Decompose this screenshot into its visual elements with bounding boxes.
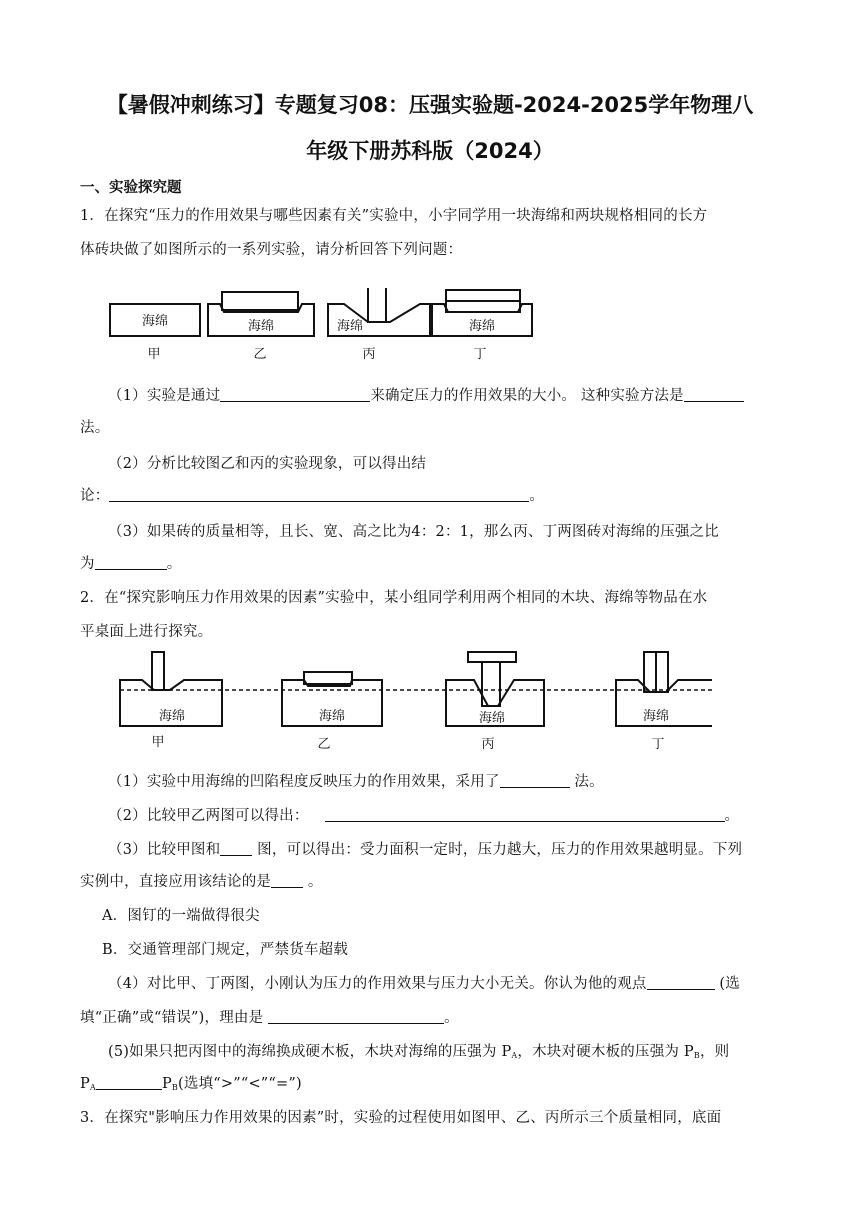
subscript: B <box>693 1051 700 1060</box>
q2-part-3-text-b: 图，可以得出：受力面积一定时，压力越大，压力的作用效果越明显。下列 <box>252 842 743 858</box>
q2-part-5-cont <box>80 1072 302 1093</box>
q1-fig-label-b: 乙 <box>253 347 267 362</box>
section-heading: 一、实验探究题 <box>80 180 182 196</box>
q1-stem-line-1: 1．在探究“压力的作用效果与哪些因素有关”实验中，小宇同学用一块海绵和两块规格相同的长方 <box>80 208 708 224</box>
q1-part-1 <box>108 384 744 405</box>
q1-fig-label-d: 丁 <box>473 347 487 362</box>
q2-fig-block-d-right <box>656 652 668 692</box>
q1-fig-brick-d-top <box>446 290 520 301</box>
q2-part-3 <box>108 838 742 859</box>
answer-blank[interactable] <box>325 807 725 822</box>
answer-blank[interactable] <box>268 1009 444 1024</box>
q2-part-5-text-d: P <box>80 1076 90 1092</box>
q2-part-3-text-c: 实例中，直接应用该结论的是 <box>80 874 272 890</box>
answer-blank[interactable] <box>684 387 744 402</box>
q1-part-3-cont <box>80 552 181 573</box>
q1-part-2-end: 。 <box>529 488 545 504</box>
answer-blank[interactable] <box>647 975 715 990</box>
q1-experiment-figure <box>104 288 544 368</box>
answer-blank[interactable] <box>95 555 167 570</box>
answer-blank[interactable] <box>500 773 570 788</box>
q1-fig-brick-c <box>368 288 386 322</box>
q2-part-5-text-c: ，则 <box>699 1044 730 1060</box>
document-title-line-2: 年级下册苏科版（2024） <box>306 139 554 163</box>
answer-blank[interactable] <box>96 1075 162 1090</box>
document-title-line-1: 【暑假冲刺练习】专题复习08：压强实验题-2024-2025学年物理八 <box>106 93 754 117</box>
q2-part-5-text-a: (5)如果只把丙图中的海绵换成硬木板，木块对海绵的压强为 P <box>108 1044 512 1060</box>
q1-fig-label-c: 丙 <box>362 347 376 362</box>
q2-part-4-text-b: (选 <box>714 976 740 992</box>
q2-part-1-text-b: 法。 <box>569 774 604 790</box>
q2-fig-block-d-left <box>644 652 656 692</box>
q1-fig-brick-d-bottom <box>446 301 520 312</box>
q1-part-1-cont: 法。 <box>80 420 110 436</box>
q2-fig-sponge-label: 海绵 <box>318 709 346 724</box>
q2-fig-label-b: 乙 <box>317 737 331 752</box>
q2-part-4-text-c: 填“正确”或“错误”)，理由是 <box>80 1010 269 1026</box>
q2-part-1 <box>108 770 604 791</box>
q2-option-b: B．交通管理部门规定，严禁货车超载 <box>102 942 349 958</box>
q2-fig-block-c-top <box>468 652 516 662</box>
q2-part-3-text-a: （3）比较甲图和 <box>108 842 221 858</box>
q2-part-4-cont <box>80 1006 459 1027</box>
q2-fig-sponge-label: 海绵 <box>478 711 506 726</box>
q1-fig-sponge-label: 海绵 <box>141 314 169 329</box>
answer-blank[interactable] <box>271 873 303 888</box>
q2-part-2-end: 。 <box>724 808 740 824</box>
answer-blank[interactable] <box>220 387 370 402</box>
q2-part-3-end: 。 <box>303 874 323 890</box>
q2-part-5-text-e: P <box>161 1076 172 1092</box>
q1-fig-sponge-label: 海绵 <box>468 319 496 334</box>
q1-fig-sponge-label: 海绵 <box>336 319 364 334</box>
q2-part-1-text-a: （1）实验中用海绵的凹陷程度反映压力的作用效果，采用了 <box>108 774 500 790</box>
q2-part-4 <box>108 972 740 993</box>
q2-part-5-text-b: ，木块对硬木板的压强为 P <box>517 1044 694 1060</box>
q1-fig-brick-b <box>222 292 298 310</box>
subscript: B <box>171 1083 179 1092</box>
q2-fig-block-b <box>304 672 352 684</box>
q1-stem-line-2: 体砖块做了如图所示的一系列实验，请分析回答下列问题： <box>80 242 463 258</box>
subscript: A <box>89 1083 96 1092</box>
q1-part-2-text: 论： <box>80 488 110 504</box>
q2-fig-label-c: 丙 <box>481 737 495 752</box>
q2-stem-line-1: 2．在“探究影响压力作用效果的因素”实验中，某小组同学利用两个相同的木块、海绵等物品在水 <box>80 590 708 606</box>
q1-part-3-text: 为 <box>80 556 95 572</box>
q2-part-3-cont <box>80 870 323 891</box>
q2-experiment-figure <box>112 646 712 756</box>
q1-part-3: （3）如果砖的质量相等，且长、宽、高之比为4：2：1，那么丙、丁两图砖对海绵的压强之比 <box>108 524 719 540</box>
q2-part-5 <box>108 1040 729 1061</box>
answer-blank[interactable] <box>109 487 529 502</box>
q1-part-1-text-a: （1）实验是通过 <box>108 388 221 404</box>
q1-fig-sponge-label: 海绵 <box>247 319 275 334</box>
q1-part-2: （2）分析比较图乙和丙的实验现象，可以得出结 <box>108 456 427 472</box>
answer-blank[interactable] <box>220 841 252 856</box>
q2-fig-block-a <box>152 652 164 690</box>
q2-part-5-text-f: (选填“>”“<”“=”) <box>178 1076 302 1092</box>
q2-part-2 <box>108 804 739 825</box>
q1-part-2-cont <box>80 484 544 505</box>
q2-fig-sponge-label: 海绵 <box>642 709 670 724</box>
q3-stem-line-1: 3．在探究"影响压力作用效果的因素”时，实验的过程使用如图甲、乙、丙所示三个质量相同，底面 <box>80 1110 722 1126</box>
q2-fig-label-a: 甲 <box>151 735 165 750</box>
q2-stem-line-2: 平桌面上进行探究。 <box>80 624 213 640</box>
q2-fig-label-d: 丁 <box>651 737 665 752</box>
q2-fig-sponge-label: 海绵 <box>158 709 186 724</box>
q1-part-1-text-b: 来确定压力的作用效果的大小。 这种实验方法是 <box>370 388 684 404</box>
q2-option-a: A．图钉的一端做得很尖 <box>102 908 260 924</box>
subscript: A <box>511 1051 518 1060</box>
q2-part-4-end: 。 <box>444 1010 459 1026</box>
q1-fig-label-a: 甲 <box>147 347 161 362</box>
q1-part-3-end: 。 <box>166 556 182 572</box>
q2-part-4-text-a: （4）对比甲、丁两图，小刚认为压力的作用效果与压力大小无关。你认为他的观点 <box>108 976 647 992</box>
q2-part-2-text: （2）比较甲乙两图可以得出： <box>108 808 309 824</box>
